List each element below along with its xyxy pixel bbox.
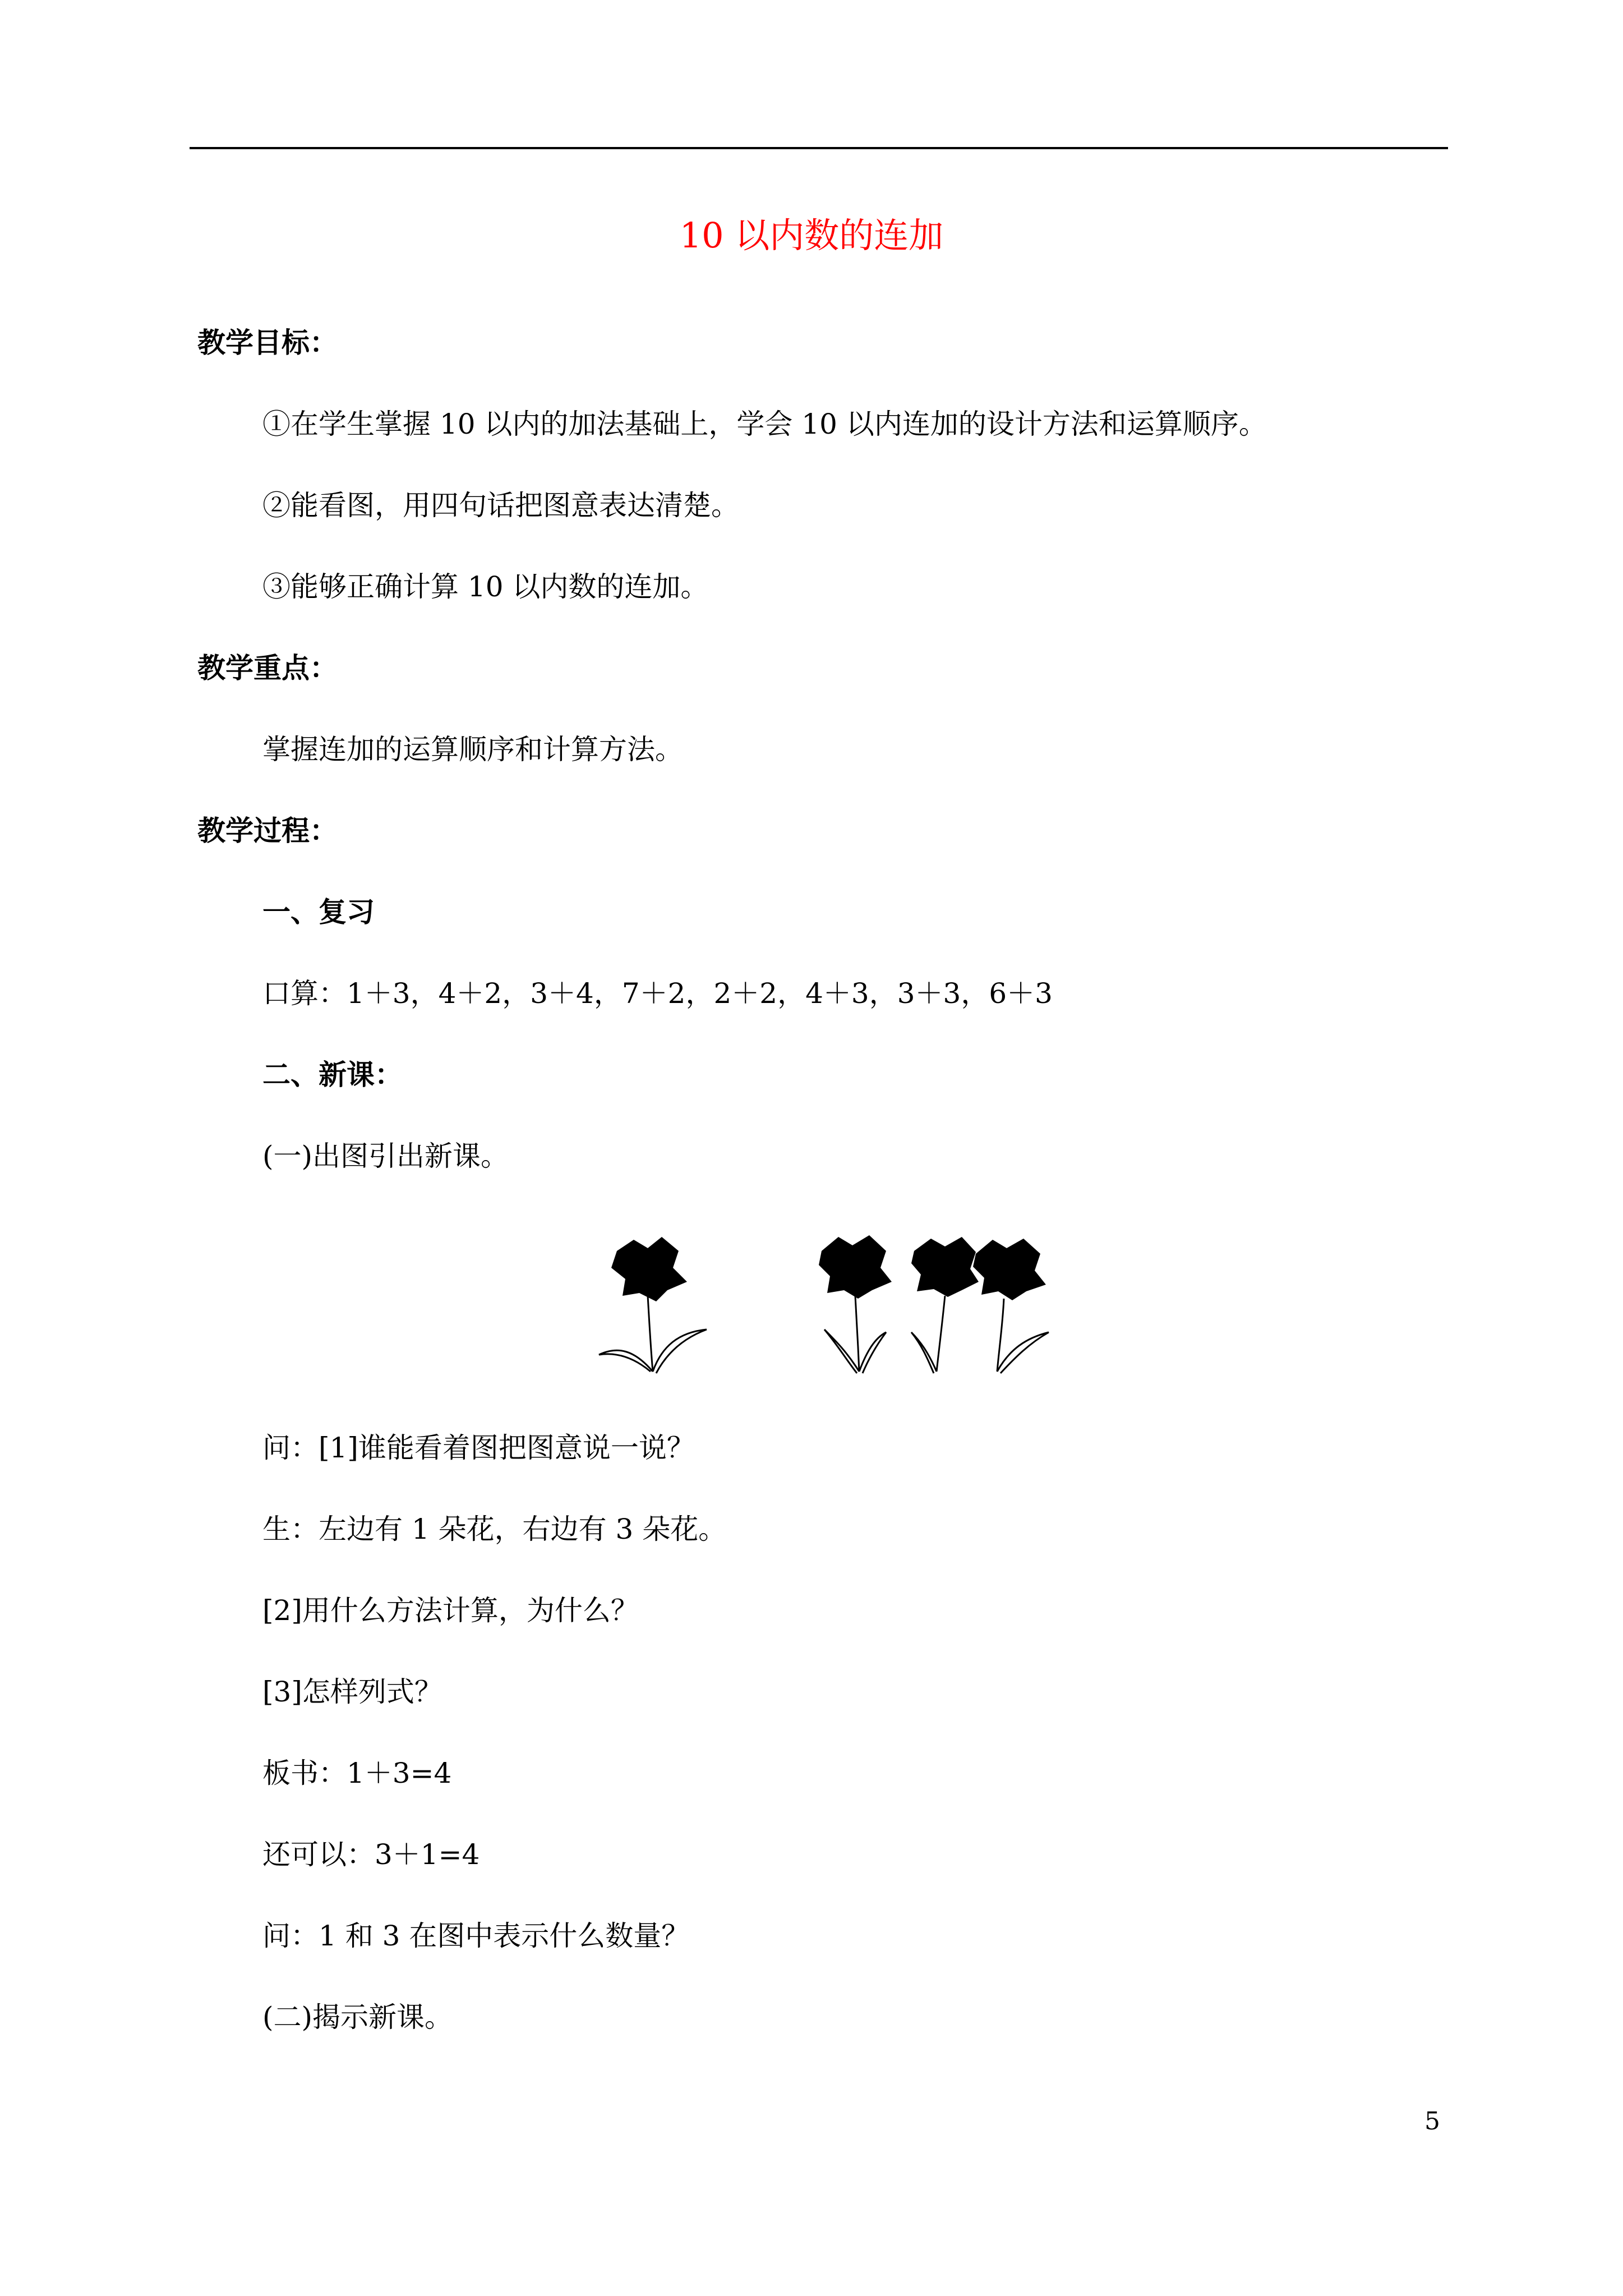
dialogue-line-4: [3]怎样列式？ [262,1676,442,1708]
new-lesson-part1: (一)出图引出新课。 [262,1140,509,1172]
key-points-text: 掌握连加的运算顺序和计算方法。 [262,733,683,766]
objectives-heading: 教学目标： [197,326,338,359]
key-points-heading: 教学重点： [197,652,338,684]
flower-icon [965,1228,1054,1380]
alternative-equation: 还可以：3＋1=4 [262,1838,480,1871]
page-number: 5 [1424,2107,1440,2136]
objective-item-3: ③能够正确计算 10 以内数的连加。 [262,570,709,603]
part2-heading: (二)揭示新课。 [262,2001,453,2033]
dialogue-line-2: 生：左边有 1 朵花，右边有 3 朵花。 [262,1513,727,1545]
process-heading: 教学过程： [197,815,338,847]
header-rule [190,147,1448,149]
oral-arithmetic: 口算：1＋3，4＋2，3＋4，7＋2，2＋2，4＋3，3＋3，6＋3 [262,977,1053,1010]
review-heading: 一、复习 [262,896,375,928]
board-writing: 板书：1＋3=4 [262,1757,452,1789]
objective-item-1: ①在学生掌握 10 以内的加法基础上，学会 10 以内连加的设计方法和运算顺序。 [262,408,1267,440]
objective-item-2: ②能看图，用四句话把图意表达清楚。 [262,489,739,522]
dialogue-line-3: [2]用什么方法计算，为什么？ [262,1594,639,1627]
new-lesson-heading: 二、新课： [262,1059,403,1091]
page-title: 10 以内数的连加 [679,215,944,256]
flowers-figure [594,1228,1054,1380]
flower-icon [813,1228,897,1380]
flower-icon [594,1228,712,1380]
dialogue-line-7: 问：1 和 3 在图中表示什么数量？ [262,1920,690,1952]
dialogue-line-1: 问：[1]谁能看着图把图意说一说？ [262,1432,695,1464]
